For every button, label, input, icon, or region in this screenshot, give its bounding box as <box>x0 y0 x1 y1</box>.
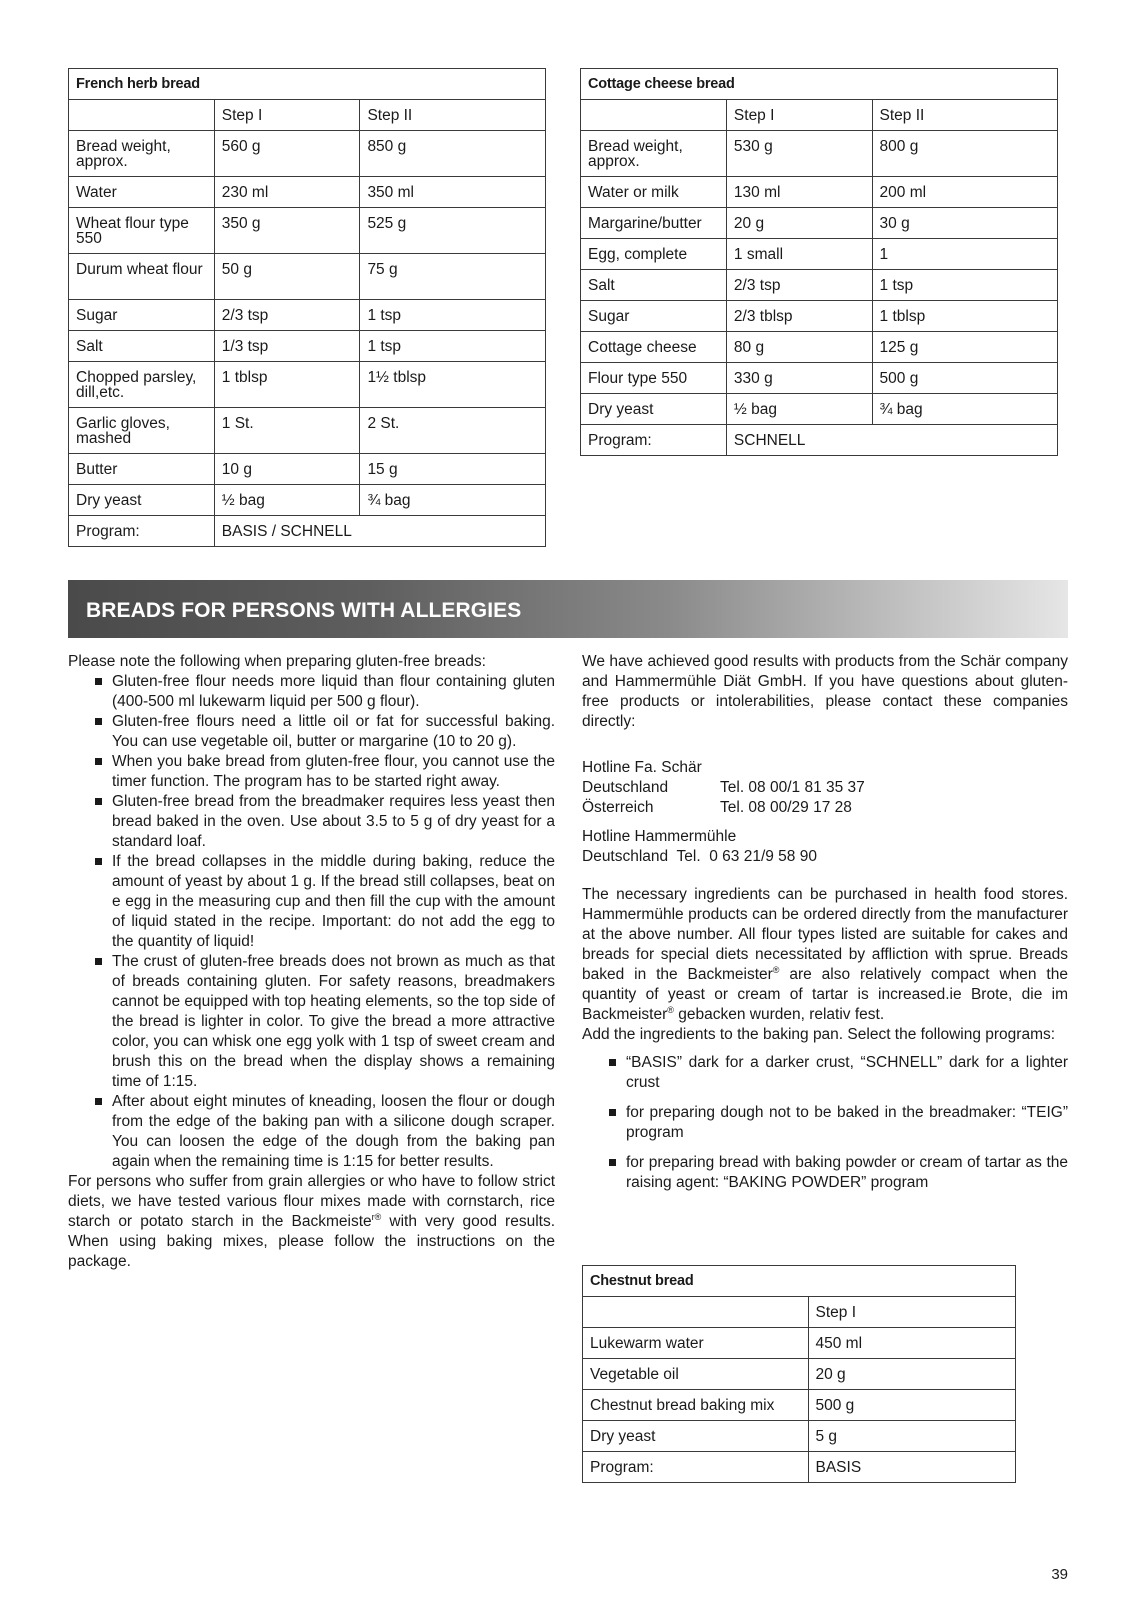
table-row: Sugar 2/3 tblsp 1 tblsp <box>581 301 1058 332</box>
program-label: Program: <box>69 516 215 547</box>
square-bullet-icon <box>95 758 102 765</box>
table-row: Butter 10 g 15 g <box>69 454 546 485</box>
header-step-2: Step II <box>360 100 546 131</box>
table-row: Wheat flour type 550 350 g 525 g <box>69 208 546 254</box>
table-row: Salt 1/3 tsp 1 tsp <box>69 331 546 362</box>
table-row: Salt 2/3 tsp 1 tsp <box>581 270 1058 301</box>
table-row: Bread weight, approx. 530 g 800 g <box>581 131 1058 177</box>
table-row: Lukewarm water 450 ml <box>583 1328 1016 1359</box>
program-value: BASIS / SCHNELL <box>214 516 545 547</box>
list-item: If the bread collapses in the middle during baking, reduce the amount of yeast by about 1 g. If the bread still collapses, beat on e egg in the measuring cup and then fill the cup with the amount of liquid stated in the recipe. Important: do not add the egg to the quantity of liquid! <box>112 852 555 952</box>
square-bullet-icon <box>95 678 102 685</box>
header-step-2: Step II <box>872 100 1057 131</box>
page-number: 39 <box>1051 1566 1068 1583</box>
square-bullet-icon <box>95 958 102 965</box>
square-bullet-icon <box>95 718 102 725</box>
program-value: SCHNELL <box>726 425 1057 456</box>
table-header-row <box>69 100 546 131</box>
closing-paragraph: For persons who suffer from grain allergies or who have to follow strict diets, we have tested various flour mixes made with cornstarch, rice starch or potato starch in the Backmeiste$^{r®}$ with very good results. When using baking mixes, please follow the instructions on the package. <box>68 1173 556 1270</box>
program-label: Program: <box>583 1452 809 1483</box>
square-bullet-icon <box>609 1059 616 1066</box>
table-header-row <box>581 100 1058 131</box>
french-herb-bread-table <box>68 68 546 547</box>
list-item: Gluten-free flour needs more liquid than flour containing gluten (400-500 ml lukewarm liquid per 500 g flour). <box>112 672 555 712</box>
table-row: Dry yeast 5 g <box>583 1421 1016 1452</box>
right-column <box>582 652 1068 1203</box>
table-row: Cottage cheese 80 g 125 g <box>581 332 1058 363</box>
square-bullet-icon <box>609 1159 616 1166</box>
header-step-1: Step I <box>214 100 360 131</box>
table-row: Chestnut bread baking mix 500 g <box>583 1390 1016 1421</box>
table-row: Vegetable oil 20 g <box>583 1359 1016 1390</box>
ingredients-paragraph: The necessary ingredients can be purchased in health food stores. Hammermühle products can be ordered directly from the manufacturer at the above number. All flour types listed are suitable for cakes and breads for special diets necessitated by affliction with sprue. Breads baked in the Backmeister® are also relatively compact when the quantity of yeast or cream of tartar is increased.ie Brote, die im Backmeister® gebacken wurden, relativ fest. <box>582 886 1068 1023</box>
table-row: Water 230 ml 350 ml <box>69 177 546 208</box>
hotline-row: Deutschland Tel. 08 00/1 81 35 37 <box>582 779 865 796</box>
hotline-schaer-title: Hotline Fa. Schär <box>582 759 702 776</box>
square-bullet-icon <box>609 1109 616 1116</box>
program-row <box>583 1452 1016 1483</box>
square-bullet-icon <box>95 1098 102 1105</box>
square-bullet-icon <box>95 858 102 865</box>
intro-paragraph: Please note the following when preparing gluten-free breads: <box>68 653 486 670</box>
table-row: Dry yeast ½ bag ¾ bag <box>69 485 546 516</box>
list-item: When you bake bread from gluten-free flour, you cannot use the timer function. The program has to be started right away. <box>112 752 555 792</box>
table-row: Water or milk 130 ml 200 ml <box>581 177 1058 208</box>
table-row: Garlic gloves, mashed 1 St. 2 St. <box>69 408 546 454</box>
list-item: The crust of gluten-free breads does not brown as much as that of breads containing gluten. For safety reasons, breadmakers cannot be equipped with top heating elements, so the top side of the bread is lighter in color. To give the bread a more attractive color, you can whisk one egg yolk with 1 tsp of sweet cream and brush this on the bread when the display shows a remaining time of 1:15. <box>112 952 555 1092</box>
square-bullet-icon <box>95 798 102 805</box>
header-step-1: Step I <box>726 100 872 131</box>
table-title: Chestnut bread <box>583 1266 1016 1297</box>
left-column <box>68 652 555 1272</box>
table-title: Cottage cheese bread <box>581 69 1058 100</box>
program-value: BASIS <box>808 1452 1016 1483</box>
table-row: Bread weight, approx. 560 g 850 g <box>69 131 546 177</box>
list-item: After about eight minutes of kneading, loosen the flour or dough from the edge of the baking pan with a silicone dough scraper. You can loosen the edge of the dough from the baking pan again when the remaining time is 1:15 for better results. <box>112 1092 555 1172</box>
list-item: Gluten-free bread from the breadmaker requires less yeast then bread baked in the oven. Use about 3.5 to 5 g of dry yeast for a standard loaf. <box>112 792 555 852</box>
program-row <box>69 516 546 547</box>
chestnut-bread-table <box>582 1265 1016 1483</box>
program-label: Program: <box>581 425 727 456</box>
hotline-row: Österreich Tel. 08 00/29 17 28 <box>582 799 852 816</box>
header-step-1: Step I <box>808 1297 1016 1328</box>
table-row: Dry yeast ½ bag ¾ bag <box>581 394 1058 425</box>
table-header-row <box>583 1297 1016 1328</box>
table-row: Flour type 550 330 g 500 g <box>581 363 1058 394</box>
cottage-cheese-bread-table <box>580 68 1058 456</box>
table-row: Chopped parsley, dill,etc. 1 tblsp 1½ tblsp <box>69 362 546 408</box>
table-row: Margarine/butter 20 g 30 g <box>581 208 1058 239</box>
list-item: “BASIS” dark for a darker crust, “SCHNELL” dark for a lighter crust <box>626 1053 1068 1093</box>
program-row <box>581 425 1058 456</box>
hotline-hammermuehle-line: Deutschland Tel. 0 63 21/9 58 90 <box>582 848 817 865</box>
programs-paragraph: Add the ingredients to the baking pan. Select the following programs: <box>582 1026 1056 1043</box>
section-banner <box>68 580 1068 638</box>
list-item: for preparing dough not to be baked in the breadmaker: “TEIG” program <box>626 1103 1068 1143</box>
table-row: Durum wheat flour 50 g 75 g <box>69 254 546 300</box>
gluten-free-tips-list <box>68 672 555 1172</box>
table-row: Egg, complete 1 small 1 <box>581 239 1058 270</box>
intro-paragraph: We have achieved good results with products from the Schär company and Hammermühle Diät GmbH. If you have questions about gluten-free products or intolerabilities, please contact these companies directly: <box>582 653 1068 730</box>
section-heading: BREADS FOR PERSONS WITH ALLERGIES <box>86 599 522 622</box>
list-item: Gluten-free flours need a little oil or fat for successful baking. You can use vegetable oil, butter or margarine (10 to 20 g). <box>112 712 555 752</box>
table-row: Sugar 2/3 tsp 1 tsp <box>69 300 546 331</box>
hotline-hammermuehle-title: Hotline Hammermühle <box>582 828 737 845</box>
programs-list <box>582 1053 1068 1193</box>
list-item: for preparing bread with baking powder or cream of tartar as the raising agent: “BAKING POWDER” program <box>626 1153 1068 1193</box>
table-title: French herb bread <box>69 69 546 100</box>
